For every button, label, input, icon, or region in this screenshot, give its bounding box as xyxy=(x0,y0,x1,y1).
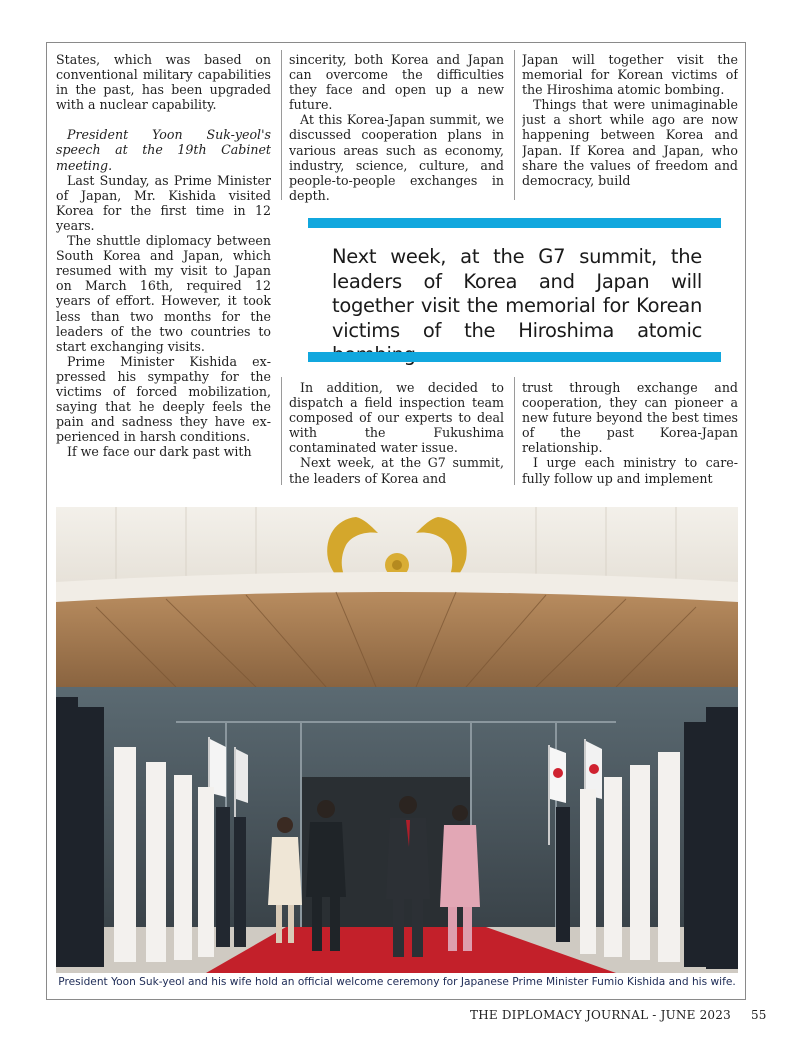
column-divider-1 xyxy=(281,50,282,200)
column-divider-2 xyxy=(514,50,515,200)
pull-quote-top-bar xyxy=(308,218,721,228)
article-column-2-top xyxy=(289,52,504,204)
paragraph: States, which was based on conventional military capabilities in the past, has been upgraded with a nuclear capability. xyxy=(56,52,271,113)
pull-quote-bottom-bar xyxy=(308,352,721,362)
paragraph: Japan will together visit the memorial for Korean victims of the Hiroshima atomic bombing. xyxy=(522,52,738,98)
paragraph: If we face our dark past with xyxy=(67,444,252,460)
paragraph: At this Korea-Japan summit, we discussed cooperation plans in various areas such as economy, industry, science, culture, and people-to-people exchanges in depth. xyxy=(289,112,504,203)
article-column-3-bottom xyxy=(522,380,738,486)
paragraph: In addition, we decided to dispatch a field inspection team composed of our experts to deal with the Fukushima contaminated water issue. xyxy=(289,380,504,456)
paragraph: President Yoon Suk-yeol's speech at the 19th Cabinet meeting. xyxy=(56,127,271,173)
paragraph: I urge each ministry to carefully follow up and implement xyxy=(522,455,738,486)
paragraph: sincerity, both Korea and Japan can overcome the difficulties they face and open up a new future. xyxy=(289,52,504,113)
article-column-2-bottom xyxy=(289,380,504,486)
column-divider-2-lower xyxy=(514,377,515,485)
welcome-ceremony-photo xyxy=(56,507,738,973)
pull-quote: Next week, at the G7 summit, the leaders of Korea and Japan will together visit the memorial for Korean victims of the Hiroshima atomic xyxy=(332,245,702,342)
article-column-3-top xyxy=(522,52,738,204)
paragraph: Next week, at the G7 summit, the leaders of Korea and xyxy=(289,455,504,486)
photo-caption: President Yoon Suk-yeol and his wife hold an official welcome ceremony for Japanese Prime Minister Fumio Kishida and his wife. xyxy=(58,976,736,988)
paragraph: trust through exchange and cooperation, they can pioneer a new future beyond the best times of the past Korea-Japan relationship. xyxy=(522,380,738,456)
paragraph: Last Sunday, as Prime Minister of Japan, Mr. Kishida visited Korea for the first time in 12 years. xyxy=(56,172,271,233)
page-number: 55 xyxy=(750,1008,767,1022)
article-column-1 xyxy=(56,52,271,484)
paragraph: Things that were unimaginable just a short while ago are now happening between Korea and Japan. If Korea and Japan, who share the values of freedom and democracy, build xyxy=(522,97,738,188)
column-divider-1-lower xyxy=(281,377,282,485)
paragraph: Prime Minister Kishida expressed his sympathy for the victims of forced mobilization, saying that he deeply feels the pain and sadness they have experienced in harsh conditions. xyxy=(56,353,271,445)
paragraph: The shuttle diplomacy between South Korea and Japan, which resumed with my visit to Japan on March 16th, required 12 years of effort. However, it took less than two months for the leaders of the two countries to start exchanging visits. xyxy=(56,233,271,354)
publication-name: THE DIPLOMACY JOURNAL - JUNE 2023 xyxy=(470,1008,731,1022)
page-footer xyxy=(470,1008,767,1022)
